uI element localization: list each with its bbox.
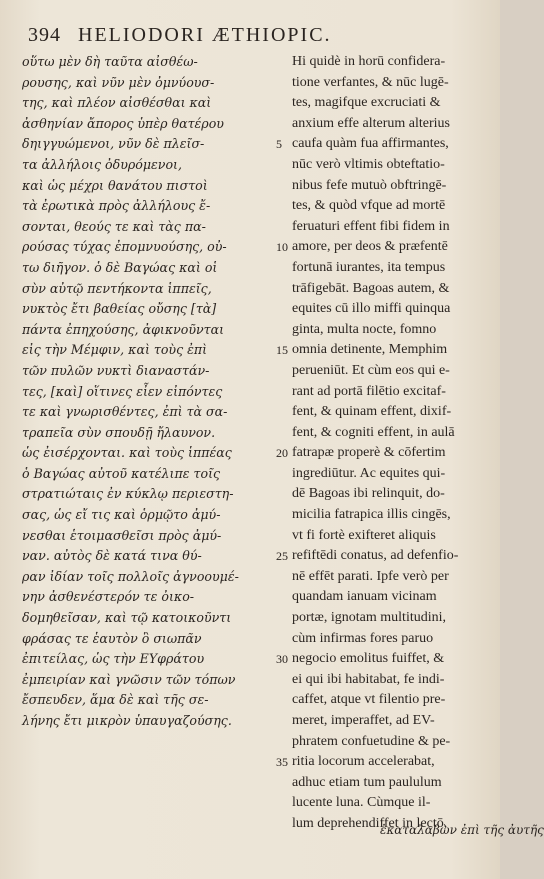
greek-text-line: ὁ Βαγώας αὐτοῦ κατέλιπε τοῖς bbox=[22, 465, 221, 481]
greek-text-line: νεσθαι ἑτοιμασθεῖσι πρὸς ἀμύ- bbox=[22, 527, 222, 543]
latin-text-line: omnia detinente, Memphim bbox=[292, 342, 448, 358]
greek-text-line: τα ἀλλήλοις ὀδυρόμενοι, bbox=[22, 156, 182, 172]
line-number: 15 bbox=[276, 343, 288, 358]
greek-text-line: σας, ὡς εἴ τις καὶ ὁρμῷτο ἀμύ- bbox=[22, 507, 221, 523]
greek-text-line: ραν ἰδίαν τοῖς πολλοῖς ἀγνοουμέ- bbox=[22, 568, 239, 584]
latin-text-line: dē Bagoas ibi relinquit, do- bbox=[292, 486, 445, 502]
catchword: ἐκαταλαβὼν ἐπὶ τῆς ἀυτῆς bbox=[380, 823, 544, 837]
latin-text-line: ritia locorum accelerabat, bbox=[292, 754, 435, 770]
greek-text-line: πάντα ἐπηχούσης, ἀφικνοῦνται bbox=[22, 321, 225, 337]
page-number: 394 bbox=[28, 24, 61, 46]
latin-text-line: cùm infirmas fores paruo bbox=[292, 630, 434, 646]
greek-text-line: νην ἀσθενέστερόν τε ὀικο- bbox=[22, 589, 195, 605]
latin-text-line: lucente luna. Cùmque il- bbox=[292, 795, 431, 811]
latin-text-line: nē effēt parati. Ipfe verò per bbox=[292, 568, 449, 584]
greek-text-line: τραπεῖα σὺν σπουδῇ ἤλαυνον. bbox=[22, 424, 216, 440]
greek-text-line: ἐπιτείλας, ὡς τὴν ΕΥφράτου bbox=[22, 651, 205, 667]
greek-text-line: τὰ ἐρωτικὰ πρὸς ἀλλήλους ἔ- bbox=[22, 198, 211, 214]
latin-text-line: portæ, ignotam multitudini, bbox=[292, 610, 446, 626]
greek-text-line: τες, [καὶ] οἵτινες εἶεν εἰπόντες bbox=[22, 383, 223, 399]
latin-text-line: ginta, multa nocte, fomno bbox=[292, 321, 437, 337]
latin-text-line: meret, imperaffet, ad EV- bbox=[292, 713, 435, 728]
latin-text-line: caffet, atque vt filentio pre- bbox=[292, 692, 446, 708]
line-number: 5 bbox=[276, 137, 282, 152]
latin-text-line: nibus fefe mutuò obftringē- bbox=[292, 177, 447, 193]
latin-text-line: ei qui ibi habitabat, fe indi- bbox=[292, 671, 445, 687]
greek-text-line: ναν. αὐτὸς δὲ κατά τινα θύ- bbox=[22, 548, 202, 564]
latin-text-line: rant ad portā filētio excitaf- bbox=[292, 383, 446, 399]
latin-text-line: fortunā iurantes, ita tempus bbox=[292, 259, 446, 275]
greek-text-line: οὕτω μὲν δὴ ταῦτα αἰσθέω- bbox=[22, 54, 198, 69]
latin-text-line: Hi quidè in horū confidera- bbox=[292, 54, 446, 69]
latin-text-line: anxium effe alterum alterius bbox=[292, 115, 450, 131]
greek-text-line: στρατιώταις ἐν κύκλῳ περιεστη- bbox=[22, 486, 234, 502]
latin-text-line: fatrapæ properè & cōfertim bbox=[292, 445, 446, 461]
latin-text-line: fent, & cogniti effent, in aulā bbox=[292, 424, 455, 440]
page-header bbox=[28, 24, 468, 48]
greek-text-line: σὺν αὐτῷ πεντήκοντα ἱππεῖς, bbox=[22, 280, 212, 296]
latin-text-line: equites cū illo miffi quinqua bbox=[292, 301, 451, 317]
latin-text-line: adhuc etiam tum paululum bbox=[292, 774, 442, 790]
latin-text-line: trāfigebāt. Bagoas autem, & bbox=[292, 280, 450, 296]
latin-text-line: tes, magifque excruciati & bbox=[292, 95, 441, 111]
latin-text-line: perueniūt. Et cùm eos qui e- bbox=[292, 362, 450, 378]
greek-text-line: σονται, θεούς τε καὶ τὰς πα- bbox=[22, 218, 206, 234]
line-number: 20 bbox=[276, 446, 288, 461]
latin-text-line: phratem confuetudine & pe- bbox=[292, 733, 451, 749]
line-number: 25 bbox=[276, 549, 288, 564]
greek-text-line: δηιγγυώμενοι, νῦν δὲ πλεῖσ- bbox=[22, 136, 205, 152]
greek-text-line: δομηθεῖσαν, καὶ τῷ κατοικοῦντι bbox=[22, 610, 232, 626]
greek-text-line: τε καὶ γνωρισθέντες, ἐπὶ τὰ σα- bbox=[22, 404, 228, 420]
greek-text-column bbox=[22, 52, 284, 732]
greek-text-line: ὡς ἐισέρχονται. καὶ τοὺς ἱππέας bbox=[22, 445, 232, 461]
greek-text-line: ἐμπειρίαν καὶ γνῶσιν τῶν τόπων bbox=[22, 671, 236, 687]
greek-text-line: λήνης ἔτι μικρὸν ὑπαυγαζούσης. bbox=[22, 713, 232, 728]
greek-text-line: φράσας τε ἑαυτὸν ὃ σιωπᾶν bbox=[22, 630, 202, 646]
greek-text-line: της, καὶ πλέον αἰσθέσθαι καὶ bbox=[22, 95, 212, 111]
latin-text-line: fent, & quinam effent, dixif- bbox=[292, 404, 452, 420]
latin-text-line: amore, per deos & præfentē bbox=[292, 239, 448, 255]
greek-text-line: τω διῆγον. ὁ δὲ Βαγώας καὶ οἱ bbox=[22, 259, 218, 275]
greek-text-line: τῶν πυλῶν νυκτὶ διαναστάν- bbox=[22, 362, 210, 378]
greek-text-line: ρουσης, καὶ νῦν μὲν ὀμνύουσ- bbox=[22, 74, 215, 90]
latin-text-line: tione verfantes, & nūc lugē- bbox=[292, 74, 449, 90]
latin-text-line: tes, & quòd vfque ad mortē bbox=[292, 198, 446, 214]
latin-text-line: feruaturi effent fibi fidem in bbox=[292, 218, 450, 234]
line-number: 10 bbox=[276, 240, 288, 255]
latin-text-line: ingrediūtur. Ac equites qui- bbox=[292, 465, 446, 481]
running-title: HELIODORI ÆTHIOPIC. bbox=[78, 24, 332, 46]
latin-text-line: nūc verò vltimis obteftatio- bbox=[292, 156, 445, 172]
latin-text-line: lum deprehendiffet in lectō, bbox=[292, 815, 448, 831]
latin-text-line: micilia fatrapica illis cingēs, bbox=[292, 507, 451, 523]
latin-text-line: quandam ianuam vicinam bbox=[292, 589, 437, 605]
latin-text-line: caufa quàm fua affirmantes, bbox=[292, 136, 449, 152]
greek-text-line: νυκτὸς ἔτι βαθείας οὔσης [τὰ] bbox=[22, 301, 217, 317]
latin-text-line: negocio emolitus fuiffet, & bbox=[292, 651, 445, 667]
greek-text-line: ἔσπευδεν, ἅμα δὲ καὶ τῆς σε- bbox=[22, 692, 209, 708]
greek-text-line: ρούσας τύχας ἐπομνυούσης, οὐ- bbox=[22, 239, 227, 255]
latin-text-line: refiftēdi conatus, ad defenfio- bbox=[292, 548, 459, 564]
line-number: 30 bbox=[276, 652, 288, 667]
latin-text-line: vt fi fortè exifteret aliquis bbox=[292, 527, 436, 543]
line-number: 35 bbox=[276, 755, 288, 770]
greek-text-line: εἰς τὴν Μέμφιν, καὶ τοὺς ἐπὶ bbox=[22, 342, 208, 358]
greek-text-line: ἀσθηνίαν ἄπορος ὑπὲρ θατέρου bbox=[22, 115, 224, 131]
greek-text-line: καὶ ὡς μέχρι θανάτου πιστοὶ bbox=[22, 177, 208, 193]
latin-text-column bbox=[292, 52, 497, 835]
